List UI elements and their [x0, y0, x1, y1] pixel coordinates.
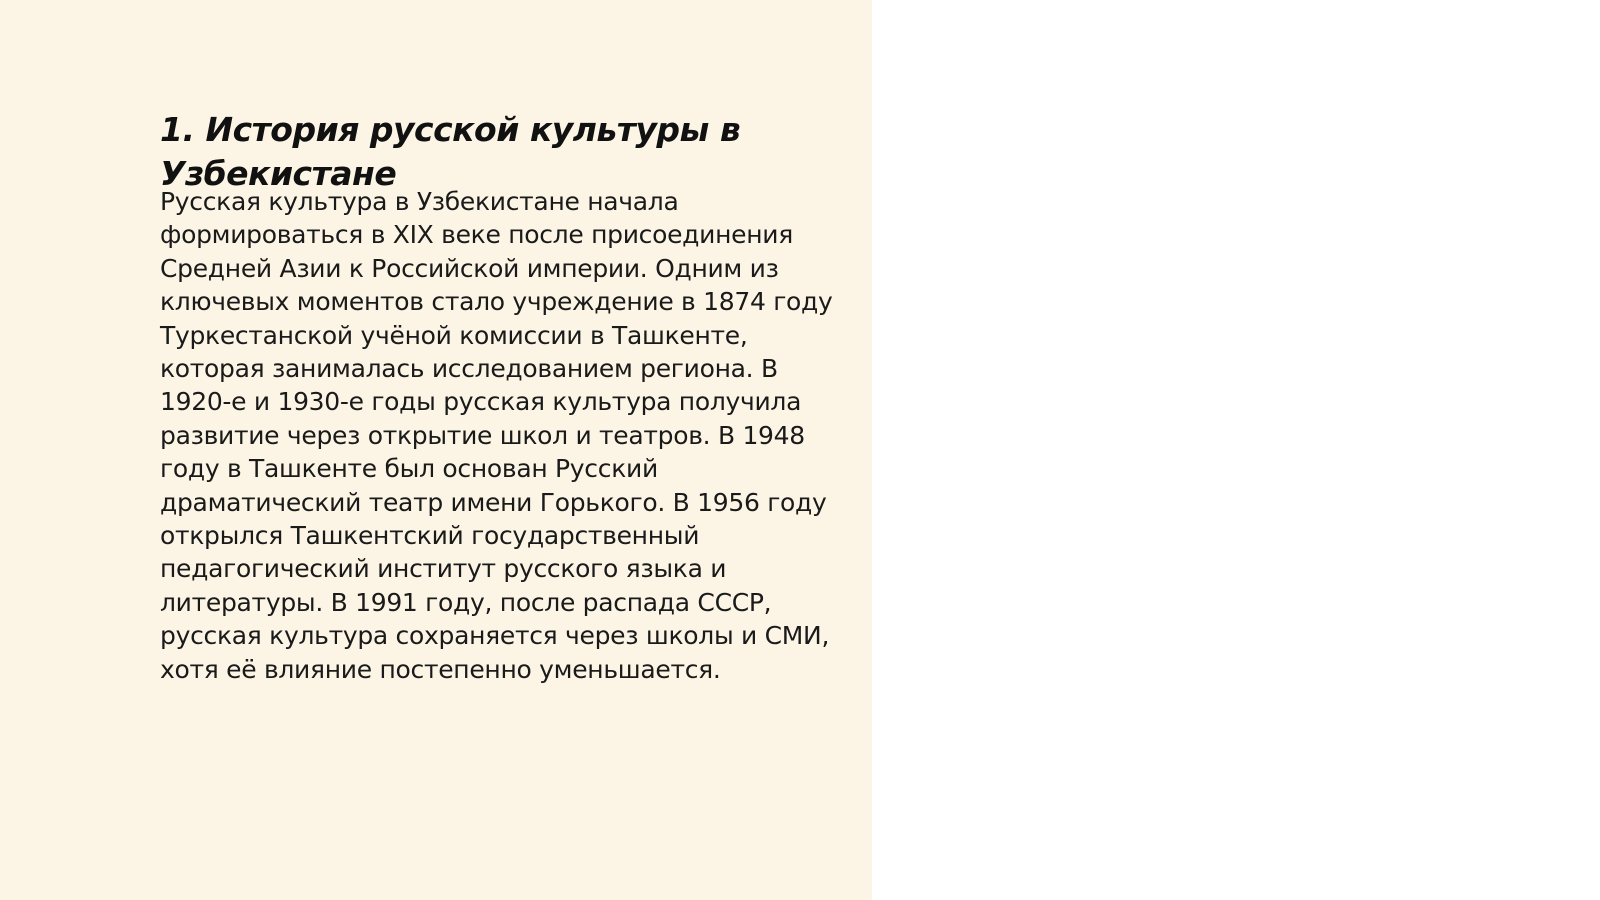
slide-title: 1. История русской культуры в Узбекистане — [160, 110, 741, 193]
slide-body-text: Русская культура в Узбекистане начала формироваться в XIX веке после присоединения Средней Азии к Российской империи. Одним из ключевых моментов стало учреждение в 1874 году Туркестанской учёной комиссии в Ташкенте, которая занималась исследованием региона. В 1920-е и 1930-е годы русская культура получила развитие через открытие школ и театров. В 1948 году в Ташкенте был основан Русский драматический театр имени Горького. В 1956 году открылся Ташкентский государственный педагогический институт русского языка и литературы. В 1991 году, после распада СССР, русская культура сохраняется через школы и СМИ, хотя её влияние постепенно уменьшается. — [160, 187, 833, 684]
image-panel — [872, 0, 1600, 900]
